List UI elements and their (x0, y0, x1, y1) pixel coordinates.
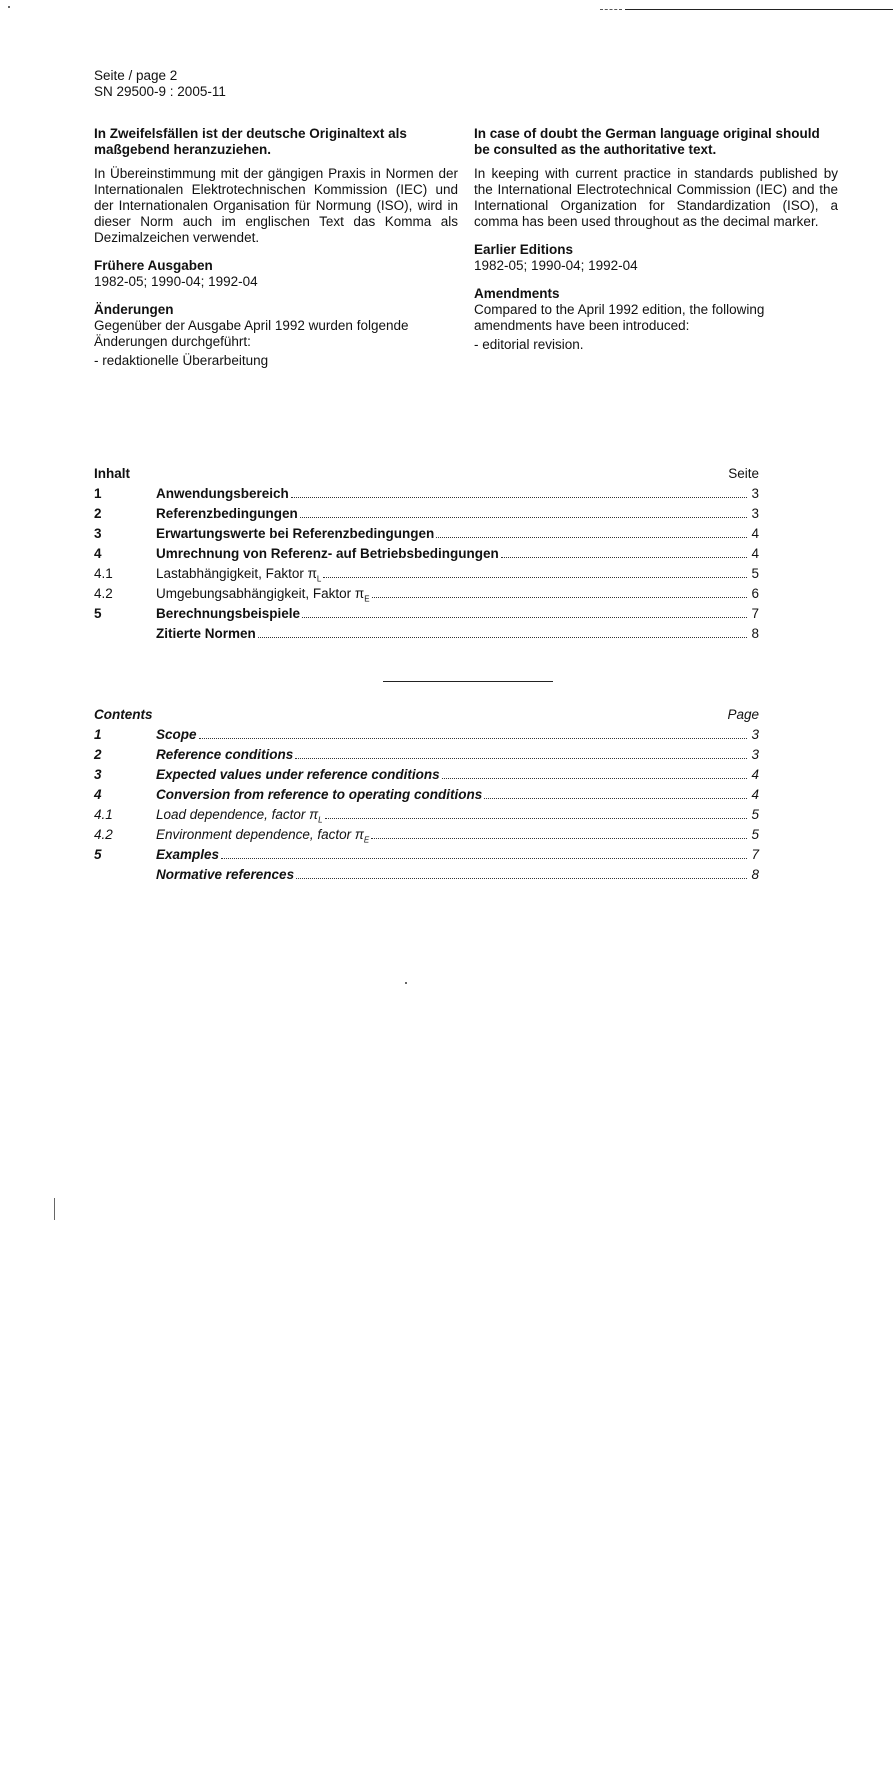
toc-german-page-heading: Seite (728, 466, 759, 481)
toc-entry-number: 3 (94, 526, 102, 541)
english-changes-title: Amendments (474, 286, 560, 301)
toc-entry-title-text: Zitierte Normen (156, 626, 256, 641)
toc-dot-leader (501, 556, 747, 558)
toc-entry-title (156, 626, 256, 642)
toc-entry-page: 6 (751, 586, 759, 601)
toc-german-entries (94, 486, 759, 646)
toc-entry-page: 4 (751, 767, 759, 782)
top-rule (625, 9, 893, 10)
toc-entry-number: 4 (94, 546, 102, 561)
toc-entry-number: 5 (94, 847, 102, 862)
toc-entry-title-text: Erwartungswerte bei Referenzbedingungen (156, 526, 435, 541)
toc-entry-page: 7 (751, 606, 759, 621)
toc-entry-title-text: Reference conditions (156, 747, 294, 762)
toc-entry-number: 4 (94, 787, 102, 802)
toc-entry-number: 4.1 (94, 807, 113, 822)
toc-dot-leader (300, 516, 747, 518)
toc-english-heading: Contents (94, 707, 153, 722)
toc-entry-title (156, 787, 482, 803)
toc-english-entries (94, 727, 759, 887)
toc-entry-title-text: Umrechnung von Referenz- auf Betriebsbedingungen (156, 546, 499, 561)
toc-entry-page: 8 (751, 626, 759, 641)
toc-entry-title-text: Berechnungsbeispiele (156, 606, 301, 621)
scan-speck (8, 6, 10, 8)
toc-english-entry (94, 867, 759, 887)
toc-entry-title (156, 586, 370, 608)
toc-english-entry (94, 747, 759, 767)
german-editions-title: Frühere Ausgaben (94, 258, 213, 273)
page-header (94, 68, 226, 100)
toc-entry-page: 3 (751, 727, 759, 742)
toc-german-entry (94, 566, 759, 586)
toc-entry-page: 7 (751, 847, 759, 862)
toc-english-entry (94, 727, 759, 747)
toc-entry-title-text: Environment dependence, factor π (156, 827, 364, 842)
toc-german-entry (94, 506, 759, 526)
toc-entry-title-text: Referenzbedingungen (156, 506, 298, 521)
toc-entry-title-text: Expected values under reference conditions (156, 767, 440, 782)
english-editions-title: Earlier Editions (474, 242, 574, 257)
toc-dot-leader (484, 797, 747, 799)
toc-entry-number: 1 (94, 727, 102, 742)
toc-entry-title (156, 546, 499, 562)
toc-german-entry (94, 486, 759, 506)
toc-entry-subscript: E (364, 594, 370, 604)
toc-dot-leader (323, 576, 747, 578)
toc-entry-page: 5 (751, 827, 759, 842)
toc-dot-leader (199, 737, 747, 739)
toc-entry-title (156, 566, 321, 588)
toc-entry-subscript: L (318, 815, 323, 825)
toc-dot-leader (296, 877, 747, 879)
toc-dot-leader (302, 616, 747, 618)
german-intro: In Übereinstimmung mit der gängigen Praxis in Normen der Internationalen Elektrotechnischen Kommission (IEC) und der Internationalen Organisation für Normung (ISO), wird in dieser Norm auch im englischen Text das Komma als Dezimalzeichen verwendet. (94, 166, 458, 245)
toc-entry-title-text: Normative references (156, 867, 295, 882)
toc-dot-leader (295, 757, 747, 759)
document-id: SN 29500-9 : 2005-11 (94, 84, 226, 99)
toc-german-entry (94, 626, 759, 646)
page-label: Seite / page 2 (94, 68, 178, 83)
toc-dot-leader (291, 496, 747, 498)
top-dash-mark (600, 9, 622, 10)
toc-dot-leader (436, 536, 747, 538)
toc-english-entry (94, 827, 759, 847)
toc-dot-leader (442, 777, 747, 779)
toc-entry-number: 3 (94, 767, 102, 782)
toc-dot-leader (325, 817, 747, 819)
toc-entry-title (156, 767, 440, 783)
toc-entry-page: 3 (751, 486, 759, 501)
toc-entry-page: 3 (751, 747, 759, 762)
toc-entry-title (156, 526, 434, 542)
toc-entry-subscript: L (316, 574, 322, 584)
scan-speck (54, 1198, 55, 1220)
english-intro: In keeping with current practice in standards published by the International Electrotechnical Commission (IEC) and the International Organization for Standardization (ISO), a comma has been used throughout as the decimal marker. (474, 166, 838, 229)
german-changes-body: Gegenüber der Ausgabe April 1992 wurden folgende Änderungen durchgeführt: (94, 318, 409, 349)
toc-english-header (94, 707, 759, 727)
toc-english-entry (94, 807, 759, 827)
german-editions: 1982-05; 1990-04; 1992-04 (94, 274, 258, 289)
toc-entry-title-text: Conversion from reference to operating conditions (156, 787, 483, 802)
toc-entry-title (156, 827, 369, 849)
english-editions: 1982-05; 1990-04; 1992-04 (474, 258, 638, 273)
toc-entry-page: 5 (751, 566, 759, 581)
toc-entry-page: 5 (751, 807, 759, 822)
toc-entry-number: 4.2 (94, 827, 113, 842)
toc-entry-number: 4.2 (94, 586, 113, 601)
german-changes-item: - redaktionelle Überarbeitung (94, 353, 269, 368)
scan-speck (405, 982, 407, 984)
toc-entry-title (156, 807, 323, 829)
toc-german-entry (94, 586, 759, 606)
toc-entry-page: 4 (751, 787, 759, 802)
toc-entry-title-text: Umgebungsabhängigkeit, Faktor π (156, 586, 365, 601)
toc-entry-title (156, 486, 289, 502)
toc-entry-page: 3 (751, 506, 759, 521)
english-column (474, 126, 838, 353)
german-lead: In Zweifelsfällen ist der deutsche Originaltext als maßgebend heranzuziehen. (94, 126, 407, 157)
toc-entry-title-text: Load dependence, factor π (156, 807, 319, 822)
english-lead: In case of doubt the German language original should be consulted as the authoritative text. (474, 126, 820, 157)
toc-entry-title (156, 606, 300, 622)
toc-entry-number: 1 (94, 486, 102, 501)
toc-dot-leader (371, 837, 747, 839)
toc-entry-number: 2 (94, 747, 102, 762)
toc-german-heading: Inhalt (94, 466, 130, 481)
toc-entry-title-text: Lastabhängigkeit, Faktor π (156, 566, 317, 581)
toc-entry-number: 4.1 (94, 566, 113, 581)
toc-entry-title-text: Examples (156, 847, 220, 862)
toc-entry-title (156, 867, 294, 883)
toc-dot-leader (372, 596, 747, 598)
toc-entry-title-text: Scope (156, 727, 197, 742)
toc-entry-title (156, 506, 298, 522)
toc-german-entry (94, 606, 759, 626)
section-divider (383, 681, 553, 682)
toc-entry-title (156, 747, 293, 763)
toc-entry-page: 8 (751, 867, 759, 882)
toc-english-entry (94, 847, 759, 867)
toc-german (94, 466, 759, 646)
toc-english-entry (94, 787, 759, 807)
toc-entry-number: 5 (94, 606, 102, 621)
toc-german-header (94, 466, 759, 486)
toc-german-entry (94, 526, 759, 546)
toc-english (94, 707, 759, 887)
toc-entry-title (156, 727, 197, 743)
toc-dot-leader (258, 636, 747, 638)
toc-entry-subscript: E (363, 835, 370, 845)
german-changes-title: Änderungen (94, 302, 174, 317)
toc-german-entry (94, 546, 759, 566)
toc-dot-leader (221, 857, 747, 859)
toc-entry-page: 4 (751, 526, 759, 541)
toc-english-entry (94, 767, 759, 787)
toc-entry-title-text: Anwendungsbereich (156, 486, 289, 501)
toc-english-page-heading: Page (727, 707, 759, 722)
toc-entry-number: 2 (94, 506, 102, 521)
english-changes-item: - editorial revision. (474, 337, 584, 352)
english-changes-body: Compared to the April 1992 edition, the following amendments have been introduced: (474, 302, 765, 333)
german-column (94, 126, 458, 369)
toc-entry-title (156, 847, 219, 863)
toc-entry-page: 4 (751, 546, 759, 561)
